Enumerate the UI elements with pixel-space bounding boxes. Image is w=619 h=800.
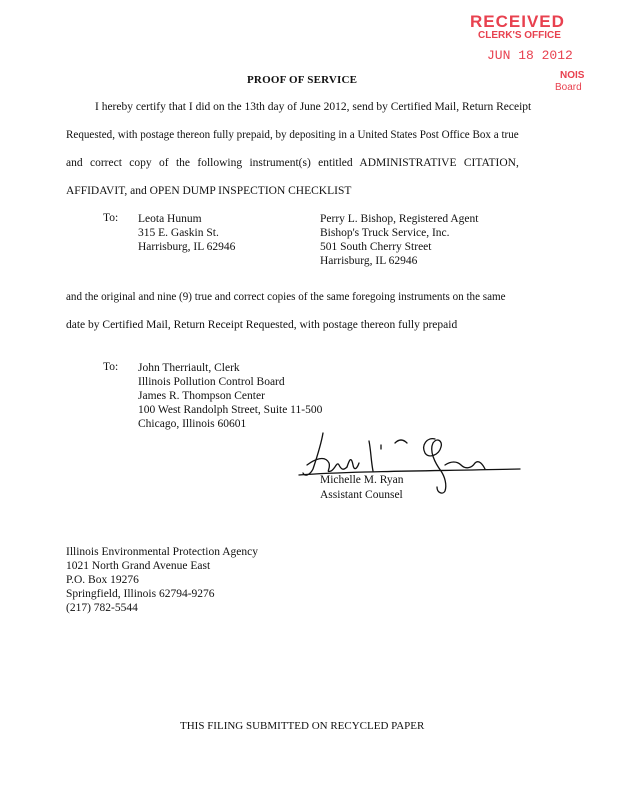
recipient-right-address xyxy=(320,212,478,268)
received-stamp-board: Board xyxy=(555,82,582,93)
address-line: P.O. Box 19276 xyxy=(66,574,139,586)
certify-line-2: Requested, with postage thereon fully prepaid, by depositing in a United States Post Office Box a true xyxy=(66,129,519,141)
address-line: 501 South Cherry Street xyxy=(320,241,432,253)
address-line: Illinois Pollution Control Board xyxy=(138,376,285,388)
address-line: (217) 782-5544 xyxy=(66,602,138,614)
address-line: Perry L. Bishop, Registered Agent xyxy=(320,213,479,225)
address-line: Springfield, Illinois 62794-9276 xyxy=(66,588,215,600)
address-line: Bishop's Truck Service, Inc. xyxy=(320,227,450,239)
received-stamp-title: RECEIVED xyxy=(470,12,565,31)
address-line: Illinois Environmental Protection Agency xyxy=(66,546,258,558)
original-line-1: and the original and nine (9) true and correct copies of the same foregoing instruments on the same xyxy=(66,291,506,303)
address-line: Harrisburg, IL 62946 xyxy=(138,241,236,253)
received-stamp-state: NOIS xyxy=(560,70,585,81)
address-line: Chicago, Illinois 60601 xyxy=(138,418,247,430)
recipient-left-address xyxy=(138,212,235,254)
to-label-2: To: xyxy=(103,361,119,373)
certify-line-4: AFFIDAVIT, and OPEN DUMP INSPECTION CHECKLIST xyxy=(66,185,352,197)
address-line: 1021 North Grand Avenue East xyxy=(66,560,211,572)
address-line: 315 E. Gaskin St. xyxy=(138,227,219,239)
signer-title: Assistant Counsel xyxy=(320,489,403,501)
to-label-1: To: xyxy=(103,212,119,224)
recycled-paper-footer: THIS FILING SUBMITTED ON RECYCLED PAPER xyxy=(180,720,425,732)
clerk-address xyxy=(138,361,322,431)
certify-line-1: I hereby certify that I did on the 13th day of June 2012, send by Certified Mail, Return Receipt xyxy=(95,101,532,113)
received-stamp-office: CLERK'S OFFICE xyxy=(478,30,561,41)
page-title: PROOF OF SERVICE xyxy=(247,74,358,86)
address-line: James R. Thompson Center xyxy=(138,390,265,402)
address-line: John Therriault, Clerk xyxy=(138,362,240,374)
received-stamp-date: JUN 18 2012 xyxy=(487,48,573,63)
address-line: Leota Hunum xyxy=(138,213,202,225)
original-line-2: date by Certified Mail, Return Receipt Requested, with postage thereon fully prepaid xyxy=(66,319,458,331)
address-line: 100 West Randolph Street, Suite 11-500 xyxy=(138,404,323,416)
address-line: Harrisburg, IL 62946 xyxy=(320,255,418,267)
signer-name: Michelle M. Ryan xyxy=(320,474,404,486)
agency-address xyxy=(66,545,258,615)
certify-line-3: and correct copy of the following instrument(s) entitled ADMINISTRATIVE CITATION, xyxy=(66,157,519,169)
